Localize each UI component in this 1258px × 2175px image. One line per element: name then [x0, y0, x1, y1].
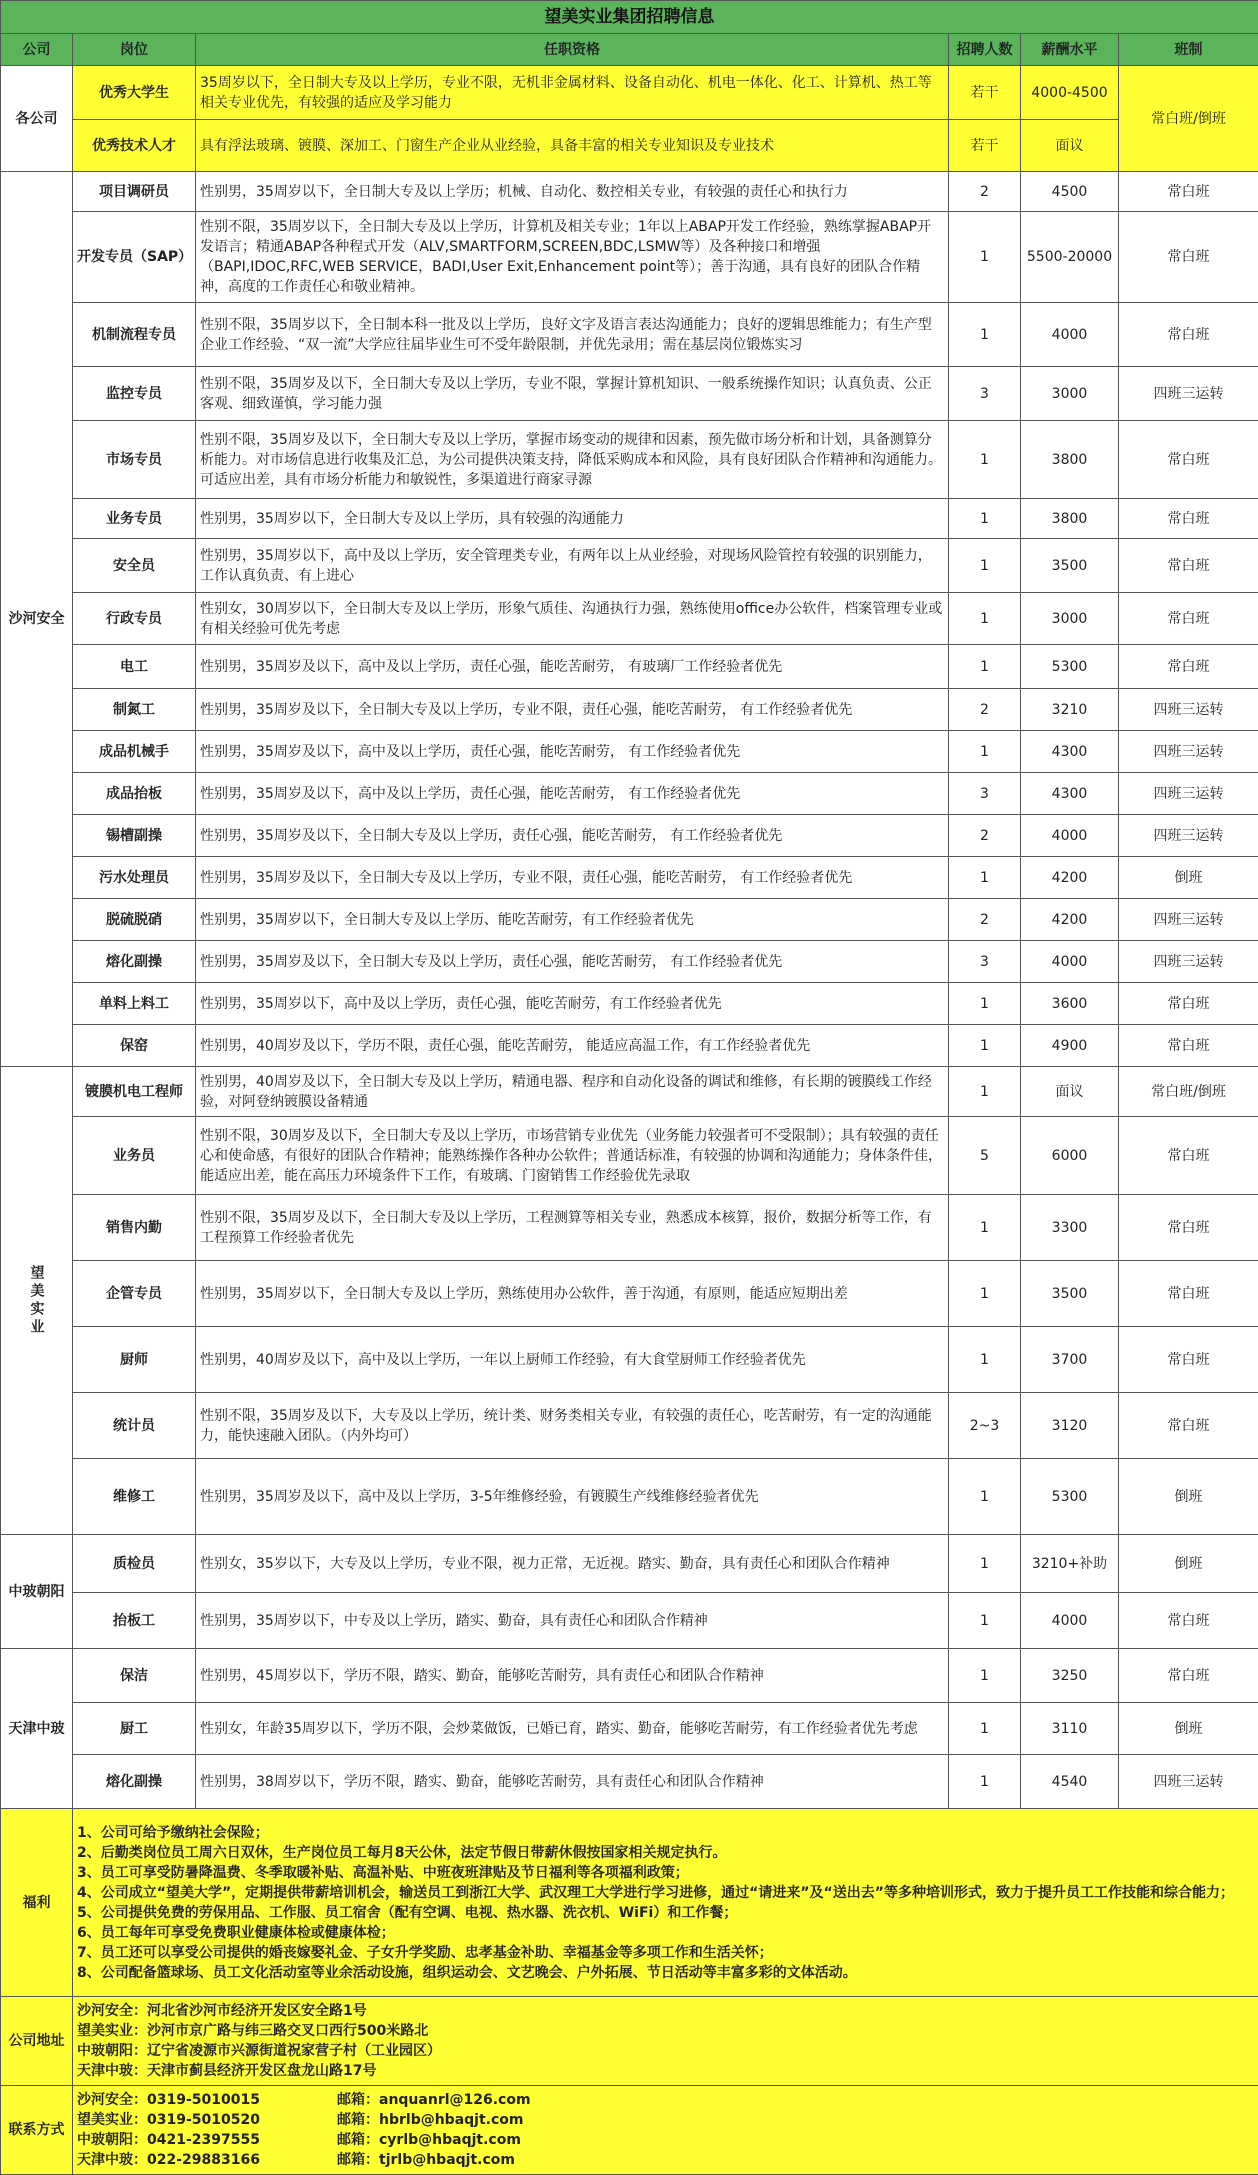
salary-cell: 3500	[1021, 1261, 1119, 1327]
count-cell: 1	[949, 1327, 1021, 1393]
shift-cell: 常白班	[1119, 421, 1258, 499]
requirements-cell: 性别男，45周岁以下，学历不限，踏实、勤奋，能够吃苦耐劳，具有责任心和团队合作精神	[196, 1649, 949, 1703]
shift-cell: 倒班	[1119, 857, 1258, 899]
requirements-cell: 性别男，35周岁及以下，全日制大专及以上学历，责任心强，能吃苦耐劳， 有工作经验者优先	[196, 941, 949, 983]
job-row	[1, 1067, 1258, 1117]
benefits-label: 福利	[1, 1809, 73, 1997]
count-cell: 1	[949, 857, 1021, 899]
shift-cell: 常白班	[1119, 1593, 1258, 1649]
shift-cell: 四班三运转	[1119, 689, 1258, 731]
shift-cell: 常白班	[1119, 303, 1258, 367]
contact-item	[77, 2130, 1254, 2150]
shift-cell: 常白班	[1119, 1117, 1258, 1195]
count-cell: 5	[949, 1117, 1021, 1195]
job-row	[1, 1649, 1258, 1703]
salary-cell: 3250	[1021, 1649, 1119, 1703]
contact-phone: 沙河安全：0319-5010015	[77, 2090, 337, 2110]
position-cell: 保窑	[73, 1025, 196, 1067]
shift-cell: 常白班	[1119, 1195, 1258, 1261]
position-cell: 项目调研员	[73, 172, 196, 212]
benefit-item: 6、员工每年可享受免费职业健康体检或健康体检；	[77, 1923, 1254, 1943]
job-row	[1, 731, 1258, 773]
shift-cell: 四班三运转	[1119, 773, 1258, 815]
count-cell: 1	[949, 1535, 1021, 1593]
requirements-cell: 性别男，35周岁及以下，高中及以上学历，责任心强，能吃苦耐劳， 有工作经验者优先	[196, 731, 949, 773]
requirements-cell: 性别男，35周岁以下，高中及以上学历，安全管理类专业，有两年以上从业经验，对现场风险管控有较强的识别能力，工作认真负责、有上进心	[196, 539, 949, 593]
job-row	[1, 1703, 1258, 1755]
address-item: 中玻朝阳：辽宁省凌源市兴源街道祝家营子村（工业园区）	[77, 2041, 1254, 2061]
salary-cell: 3000	[1021, 367, 1119, 421]
job-row	[1, 1393, 1258, 1459]
requirements-cell: 性别不限，35周岁及以下，全日制大专及以上学历，掌握市场变动的规律和因素，预先做市场分析和计划，具备测算分析能力。对市场信息进行收集及汇总，为公司提供决策支持，降低采购成本和风险，具有良好团队合作精神和沟通能力。可适应出差，具有市场分析能力和敏锐性，多渠道进行商家寻源	[196, 421, 949, 499]
job-row	[1, 120, 1258, 172]
address-item: 望美实业：沙河市京广路与纬三路交叉口西行500米路北	[77, 2021, 1254, 2041]
header-company: 公司	[1, 34, 73, 66]
contact-item	[77, 2150, 1254, 2170]
benefits-row	[1, 1809, 1258, 1997]
contact-list	[73, 2086, 1258, 2175]
contact-email[interactable]: 邮箱：hbrlb@hbaqjt.com	[337, 2110, 523, 2130]
count-cell: 2~3	[949, 1393, 1021, 1459]
salary-cell: 4000	[1021, 815, 1119, 857]
address-label: 公司地址	[1, 1997, 73, 2086]
position-cell: 优秀大学生	[73, 66, 196, 120]
shift-cell: 常白班	[1119, 1327, 1258, 1393]
job-row	[1, 539, 1258, 593]
count-cell: 2	[949, 172, 1021, 212]
position-cell: 机制流程专员	[73, 303, 196, 367]
position-cell: 制氮工	[73, 689, 196, 731]
requirements-cell: 性别男，40周岁及以下，学历不限，责任心强，能吃苦耐劳， 能适应高温工作，有工作经验者优先	[196, 1025, 949, 1067]
salary-cell: 3600	[1021, 983, 1119, 1025]
salary-cell: 4300	[1021, 773, 1119, 815]
position-cell: 熔化副操	[73, 1755, 196, 1809]
job-row	[1, 1459, 1258, 1535]
count-cell: 2	[949, 815, 1021, 857]
benefits-list	[73, 1809, 1258, 1997]
count-cell: 1	[949, 983, 1021, 1025]
position-cell: 成品抬板	[73, 773, 196, 815]
company-cell: 沙河安全	[1, 172, 73, 1067]
count-cell: 1	[949, 1025, 1021, 1067]
contact-email[interactable]: 邮箱：cyrlb@hbaqjt.com	[337, 2130, 521, 2150]
shift-cell: 常白班	[1119, 983, 1258, 1025]
shift-cell: 四班三运转	[1119, 899, 1258, 941]
job-row	[1, 66, 1258, 120]
position-cell: 镀膜机电工程师	[73, 1067, 196, 1117]
requirements-cell: 性别男，38周岁以下，学历不限，踏实、勤奋，能够吃苦耐劳，具有责任心和团队合作精神	[196, 1755, 949, 1809]
position-cell: 厨师	[73, 1327, 196, 1393]
position-cell: 安全员	[73, 539, 196, 593]
salary-cell: 3120	[1021, 1393, 1119, 1459]
count-cell: 1	[949, 303, 1021, 367]
position-cell: 熔化副操	[73, 941, 196, 983]
position-cell: 行政专员	[73, 593, 196, 645]
requirements-cell: 性别不限，35周岁以下，全日制本科一批及以上学历，良好文字及语言表达沟通能力；良好的逻辑思维能力；有生产型企业工作经验、“双一流”大学应往届毕业生可不受年龄限制，并优先录用；需在基层岗位锻炼实习	[196, 303, 949, 367]
requirements-cell: 性别男，35周岁以下，全日制大专及以上学历，熟练使用办公软件，善于沟通，有原则，能适应短期出差	[196, 1261, 949, 1327]
requirements-cell: 性别男，35周岁及以下，高中及以上学历，3-5年维修经验，有镀膜生产线维修经验者优先	[196, 1459, 949, 1535]
benefit-item: 1、公司可给予缴纳社会保险；	[77, 1823, 1254, 1843]
benefit-item: 8、公司配备篮球场、员工文化活动室等业余活动设施，组织运动会、文艺晚会、户外拓展、节日活动等丰富多彩的文体活动。	[77, 1963, 1254, 1983]
position-cell: 质检员	[73, 1535, 196, 1593]
salary-cell: 5300	[1021, 1459, 1119, 1535]
position-cell: 统计员	[73, 1393, 196, 1459]
job-row	[1, 212, 1258, 303]
shift-cell: 四班三运转	[1119, 367, 1258, 421]
requirements-cell: 性别男，40周岁及以下，全日制大专及以上学历，精通电器、程序和自动化设备的调试和维修，有长期的镀膜线工作经验，对阿登纳镀膜设备精通	[196, 1067, 949, 1117]
position-cell: 企管专员	[73, 1261, 196, 1327]
address-list	[73, 1997, 1258, 2086]
job-row	[1, 1593, 1258, 1649]
benefit-item: 4、公司成立“望美大学”，定期提供带薪培训机会，输送员工到浙江大学、武汉理工大学进行学习进修，通过“请进来”及“送出去”等多种培训形式，致力于提升员工工作技能和综合能力；	[77, 1883, 1254, 1903]
salary-cell: 3110	[1021, 1703, 1119, 1755]
requirements-cell: 性别男，35周岁以下，全日制大专及以上学历，具有较强的沟通能力	[196, 499, 949, 539]
requirements-cell: 性别女，30周岁以下，全日制大专及以上学历，形象气质佳、沟通执行力强，熟练使用office办公软件，档案管理专业或有相关经验可优先考虑	[196, 593, 949, 645]
salary-cell: 4000	[1021, 1593, 1119, 1649]
requirements-cell: 性别不限，35周岁以下，全日制大专及以上学历，计算机及相关专业；1年以上ABAP开发工作经验，熟练掌握ABAP开发语言；精通ABAP各种程式开发（ALV,SMARTFORM,SCREEN,BDC,LSMW等）及各种接口和增强（BAPI,IDOC,RFC,WEB SERVICE，BADI,User Exit,Enhancement point等）；善于沟通，具有良好的团队合作精神，高度的工作责任心和敬业精神。	[196, 212, 949, 303]
count-cell: 1	[949, 499, 1021, 539]
salary-cell: 3000	[1021, 593, 1119, 645]
salary-cell: 面议	[1021, 1067, 1119, 1117]
company-cell: 天津中玻	[1, 1649, 73, 1809]
count-cell: 2	[949, 899, 1021, 941]
contact-phone: 天津中玻：022-29883166	[77, 2150, 337, 2170]
contact-phone: 望美实业：0319-5010520	[77, 2110, 337, 2130]
contact-phone: 中玻朝阳：0421-2397555	[77, 2130, 337, 2150]
job-row	[1, 941, 1258, 983]
count-cell: 1	[949, 1755, 1021, 1809]
position-cell: 污水处理员	[73, 857, 196, 899]
salary-cell: 4200	[1021, 899, 1119, 941]
company-cell: 中玻朝阳	[1, 1535, 73, 1649]
company-name: 望美实业	[27, 1265, 47, 1337]
requirements-cell: 性别男，35周岁及以下，高中及以上学历，责任心强，能吃苦耐劳， 有玻璃厂工作经验者优先	[196, 645, 949, 689]
shift-cell: 常白班	[1119, 1261, 1258, 1327]
header-count: 招聘人数	[949, 34, 1021, 66]
count-cell: 1	[949, 1067, 1021, 1117]
count-cell: 1	[949, 212, 1021, 303]
address-item: 沙河安全：河北省沙河市经济开发区安全路1号	[77, 2001, 1254, 2021]
requirements-cell: 性别男，35周岁及以下，高中及以上学历，责任心强，能吃苦耐劳， 有工作经验者优先	[196, 773, 949, 815]
position-cell: 销售内勤	[73, 1195, 196, 1261]
requirements-cell: 性别女，35岁以下，大专及以上学历，专业不限，视力正常，无近视。踏实、勤奋，具有责任心和团队合作精神	[196, 1535, 949, 1593]
contact-item	[77, 2090, 1254, 2110]
job-row	[1, 815, 1258, 857]
job-row	[1, 1327, 1258, 1393]
requirements-cell: 性别男，40周岁及以下，高中及以上学历，一年以上厨师工作经验，有大食堂厨师工作经验者优先	[196, 1327, 949, 1393]
salary-cell: 4900	[1021, 1025, 1119, 1067]
shift-cell: 常白班	[1119, 1025, 1258, 1067]
shift-cell: 四班三运转	[1119, 815, 1258, 857]
job-row	[1, 773, 1258, 815]
shift-cell: 四班三运转	[1119, 941, 1258, 983]
count-cell: 1	[949, 539, 1021, 593]
salary-cell: 3800	[1021, 421, 1119, 499]
company-cell: 各公司	[1, 66, 73, 172]
position-cell: 脱硫脱硝	[73, 899, 196, 941]
requirements-cell: 性别不限，35周岁及以下，大专及以上学历，统计类、财务类相关专业，有较强的责任心，吃苦耐劳，有一定的沟通能力，能快速融入团队。（内外均可）	[196, 1393, 949, 1459]
job-row	[1, 303, 1258, 367]
position-cell: 维修工	[73, 1459, 196, 1535]
contact-row	[1, 2086, 1258, 2175]
count-cell: 3	[949, 773, 1021, 815]
requirements-cell: 性别男，35周岁以下，高中及以上学历，责任心强，能吃苦耐劳，有工作经验者优先	[196, 983, 949, 1025]
job-row	[1, 689, 1258, 731]
header-requirements: 任职资格	[196, 34, 949, 66]
job-row	[1, 1535, 1258, 1593]
shift-cell: 常白班/倒班	[1119, 66, 1258, 172]
count-cell: 3	[949, 367, 1021, 421]
count-cell: 1	[949, 645, 1021, 689]
count-cell: 1	[949, 731, 1021, 773]
requirements-cell: 性别男，35周岁以下，全日制大专及以上学历；机械、自动化、数控相关专业，有较强的责任心和执行力	[196, 172, 949, 212]
count-cell: 1	[949, 1459, 1021, 1535]
job-row	[1, 499, 1258, 539]
salary-cell: 3700	[1021, 1327, 1119, 1393]
position-cell: 市场专员	[73, 421, 196, 499]
salary-cell: 4000-4500	[1021, 66, 1119, 120]
shift-cell: 倒班	[1119, 1459, 1258, 1535]
position-cell: 业务专员	[73, 499, 196, 539]
salary-cell: 5300	[1021, 645, 1119, 689]
job-row	[1, 983, 1258, 1025]
shift-cell: 常白班/倒班	[1119, 1067, 1258, 1117]
position-cell: 成品机械手	[73, 731, 196, 773]
salary-cell: 4500	[1021, 172, 1119, 212]
salary-cell: 3500	[1021, 539, 1119, 593]
contact-item	[77, 2110, 1254, 2130]
salary-cell: 4300	[1021, 731, 1119, 773]
job-row	[1, 1195, 1258, 1261]
count-cell: 2	[949, 689, 1021, 731]
requirements-cell: 性别男，35周岁及以下，全日制大专及以上学历，责任心强，能吃苦耐劳， 有工作经验者优先	[196, 815, 949, 857]
job-row	[1, 172, 1258, 212]
position-cell: 单料上料工	[73, 983, 196, 1025]
salary-cell: 4200	[1021, 857, 1119, 899]
count-cell: 若干	[949, 66, 1021, 120]
count-cell: 若干	[949, 120, 1021, 172]
job-row	[1, 1117, 1258, 1195]
job-row	[1, 421, 1258, 499]
job-row	[1, 1025, 1258, 1067]
company-cell	[1, 1067, 73, 1535]
address-row	[1, 1997, 1258, 2086]
shift-cell: 常白班	[1119, 1393, 1258, 1459]
requirements-cell: 性别女，年龄35周岁以下，学历不限，会炒菜做饭，已婚已育，踏实、勤奋，能够吃苦耐劳，有工作经验者优先考虑	[196, 1703, 949, 1755]
header-salary: 薪酬水平	[1021, 34, 1119, 66]
job-row	[1, 857, 1258, 899]
salary-cell: 3800	[1021, 499, 1119, 539]
salary-cell: 4000	[1021, 303, 1119, 367]
benefit-item: 5、公司提供免费的劳保用品、工作服、员工宿舍（配有空调、电视、热水器、洗衣机、WiFi）和工作餐；	[77, 1903, 1254, 1923]
salary-cell: 3300	[1021, 1195, 1119, 1261]
salary-cell: 3210	[1021, 689, 1119, 731]
header-shift: 班制	[1119, 34, 1258, 66]
position-cell: 业务员	[73, 1117, 196, 1195]
salary-cell: 4000	[1021, 941, 1119, 983]
address-item: 天津中玻：天津市蓟县经济开发区盘龙山路17号	[77, 2061, 1254, 2081]
job-row	[1, 367, 1258, 421]
requirements-cell: 具有浮法玻璃、镀膜、深加工、门窗生产企业从业经验，具备丰富的相关专业知识及专业技术	[196, 120, 949, 172]
shift-cell: 常白班	[1119, 645, 1258, 689]
position-cell: 开发专员（SAP）	[73, 212, 196, 303]
shift-cell: 常白班	[1119, 539, 1258, 593]
count-cell: 1	[949, 421, 1021, 499]
count-cell: 1	[949, 593, 1021, 645]
header-position: 岗位	[73, 34, 196, 66]
requirements-cell: 性别不限，30周岁及以下，全日制大专及以上学历，市场营销专业优先（业务能力较强者可不受限制）；具有较强的责任心和使命感，有很好的团队合作精神；能熟练操作各种办公软件；普通话标准，有较强的协调和沟通能力；身体条件佳，能适应出差，能在高压力环境条件下工作，有玻璃、门窗销售工作经验优先录取	[196, 1117, 949, 1195]
count-cell: 1	[949, 1703, 1021, 1755]
shift-cell: 常白班	[1119, 593, 1258, 645]
position-cell: 抬板工	[73, 1593, 196, 1649]
shift-cell: 常白班	[1119, 212, 1258, 303]
job-row	[1, 645, 1258, 689]
count-cell: 1	[949, 1195, 1021, 1261]
position-cell: 电工	[73, 645, 196, 689]
requirements-cell: 性别不限，35周岁及以下，全日制大专及以上学历，专业不限，掌握计算机知识、一般系统操作知识；认真负责、公正客观、细致谨慎，学习能力强	[196, 367, 949, 421]
benefit-item: 2、后勤类岗位员工周六日双休，生产岗位员工每月8天公休，法定节假日带薪休假按国家相关规定执行。	[77, 1843, 1254, 1863]
salary-cell: 6000	[1021, 1117, 1119, 1195]
requirements-cell: 性别男，35周岁以下，全日制大专及以上学历、能吃苦耐劳，有工作经验者优先	[196, 899, 949, 941]
requirements-cell: 35周岁以下，全日制大专及以上学历，专业不限，无机非金属材料、设备自动化、机电一体化、化工、计算机、热工等相关专业优先，有较强的适应及学习能力	[196, 66, 949, 120]
count-cell: 1	[949, 1649, 1021, 1703]
contact-email[interactable]: 邮箱：tjrlb@hbaqjt.com	[337, 2150, 515, 2170]
position-cell: 优秀技术人才	[73, 120, 196, 172]
count-cell: 1	[949, 1261, 1021, 1327]
job-row	[1, 1755, 1258, 1809]
job-row	[1, 899, 1258, 941]
position-cell: 锡槽副操	[73, 815, 196, 857]
contact-label: 联系方式	[1, 2086, 73, 2175]
position-cell: 监控专员	[73, 367, 196, 421]
requirements-cell: 性别不限，35周岁及以下，全日制大专及以上学历，工程测算等相关专业，熟悉成本核算，报价，数据分析等工作，有工程预算工作经验者优先	[196, 1195, 949, 1261]
benefit-item: 7、员工还可以享受公司提供的婚丧嫁娶礼金、子女升学奖励、忠孝基金补助、幸福基金等多项工作和生活关怀；	[77, 1943, 1254, 1963]
salary-cell: 3210+补助	[1021, 1535, 1119, 1593]
shift-cell: 常白班	[1119, 1649, 1258, 1703]
shift-cell: 倒班	[1119, 1535, 1258, 1593]
requirements-cell: 性别男，35周岁以下，中专及以上学历，踏实、勤奋，具有责任心和团队合作精神	[196, 1593, 949, 1649]
salary-cell: 5500-20000	[1021, 212, 1119, 303]
contact-email[interactable]: 邮箱：anquanrl@126.com	[337, 2090, 531, 2110]
count-cell: 1	[949, 1593, 1021, 1649]
requirements-cell: 性别男，35周岁及以下，全日制大专及以上学历，专业不限，责任心强，能吃苦耐劳， 有工作经验者优先	[196, 857, 949, 899]
header-row	[1, 34, 1258, 66]
job-row	[1, 1261, 1258, 1327]
salary-cell: 面议	[1021, 120, 1119, 172]
shift-cell: 四班三运转	[1119, 731, 1258, 773]
count-cell: 3	[949, 941, 1021, 983]
benefit-item: 3、员工可享受防暑降温费、冬季取暖补贴、高温补贴、中班夜班津贴及节日福利等各项福利政策；	[77, 1863, 1254, 1883]
position-cell: 保洁	[73, 1649, 196, 1703]
shift-cell: 四班三运转	[1119, 1755, 1258, 1809]
page-title: 望美实业集团招聘信息	[1, 1, 1258, 34]
job-row	[1, 593, 1258, 645]
shift-cell: 倒班	[1119, 1703, 1258, 1755]
requirements-cell: 性别男，35周岁及以下，全日制大专及以上学历，专业不限，责任心强，能吃苦耐劳， 有工作经验者优先	[196, 689, 949, 731]
salary-cell: 4540	[1021, 1755, 1119, 1809]
shift-cell: 常白班	[1119, 172, 1258, 212]
position-cell: 厨工	[73, 1703, 196, 1755]
shift-cell: 常白班	[1119, 499, 1258, 539]
